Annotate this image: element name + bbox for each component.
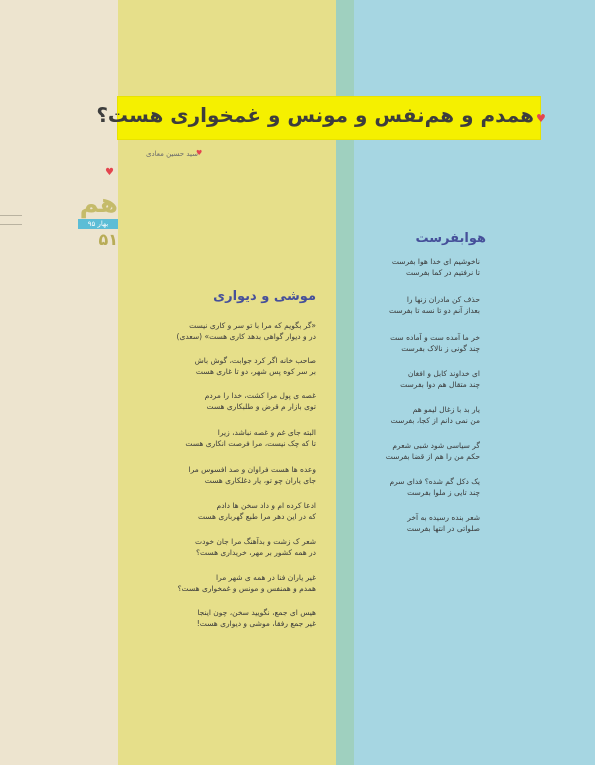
stanza <box>176 500 316 522</box>
stanza <box>176 572 316 594</box>
verse-line: همدم و همنفس و مونس و غمخواری هست؟ <box>177 584 316 593</box>
verse-line: ادعا کرده ام و داد سخن ها دادم <box>216 501 316 510</box>
verse-line: حذف کن مادران زنها را <box>406 295 480 304</box>
verse-line: چند گونی ز نالاک بفرست <box>401 344 480 353</box>
verse-line: خر ما آمده ست و آماده ست <box>390 333 480 342</box>
verse-line: توی بازار م قرض و طلبکاری هست <box>206 402 316 411</box>
heart-icon: ♥ <box>536 112 546 125</box>
verse-line: «گر بگویم که مرا با تو سر و کاری نیست <box>189 321 316 330</box>
page-edge-marks <box>0 215 22 225</box>
verse-line: هیس ای جمع، نگویید سخن، چون اینجا <box>197 608 316 617</box>
verse-line: شعر بنده رسیده به آخر <box>407 513 480 522</box>
stanza <box>380 368 480 390</box>
stanza <box>380 440 480 462</box>
stanza <box>176 464 316 486</box>
stanza <box>176 320 316 342</box>
verse-line: غصه ی پول مرا کشت، خدا را مردم <box>204 391 316 400</box>
stanza <box>380 256 480 278</box>
verse-line: چند تایی ز ملوا بفرست <box>407 488 480 497</box>
issue-number: ۵۱ <box>98 230 118 249</box>
verse-line: غیر جمع رفقا، موشی و دیواری هست! <box>196 619 316 628</box>
heart-icon: ♥ <box>105 167 114 178</box>
verse-line: در و دیوار گواهی بدهد کاری هست» (سعدی) <box>176 332 316 341</box>
verse-line: چند متقال هم دوا بفرست <box>400 380 480 389</box>
verse-line: وعده ها هست فراوان و صد افسوس مرا <box>188 465 316 474</box>
verse-line: تا نرفتیم در کما بفرست <box>405 268 480 277</box>
stanza <box>176 390 316 412</box>
poem-title-havabefrest: هوابفرست <box>415 231 486 246</box>
author-name: سید حسین معادی <box>146 150 198 158</box>
verse-line: حکم من را هم از قضا بفرست <box>385 452 480 461</box>
verse-line: یک دکل گم شده؟ فدای سرم <box>389 477 480 486</box>
verse-line: غیر یاران فنا در همه ی شهر مرا <box>216 573 316 582</box>
poem-title-mushi: موشی و دیواری <box>213 289 316 304</box>
stanza <box>380 476 480 498</box>
verse-line: که در این دهر مرا طبع گهرباری هست <box>197 512 316 521</box>
stanza <box>176 355 316 377</box>
page-title: همدم و هم‌نفس و مونس و غمخواری هست؟ <box>96 103 534 127</box>
stanza <box>380 332 480 354</box>
logo-word: هم <box>79 189 118 219</box>
verse-line: یار بد با زغال لیمو هم <box>412 405 480 414</box>
season-tag: بهار ۹۵ <box>78 219 118 229</box>
verse-line: جای یاران چو تو، یار دغلکاری هست <box>204 476 316 485</box>
stanza <box>380 294 480 316</box>
stanza <box>176 536 316 558</box>
verse-line: البته جای غم و غصه نباشد، زیرا <box>217 428 316 437</box>
verse-line: در همه کشور بر مهر، خریداری هست؟ <box>196 548 316 557</box>
verse-line: صاحب خانه اگر کرد جوابت، گوش باش <box>194 356 316 365</box>
verse-line: بعداز آنم دو تا نسه تا بفرست <box>389 306 480 315</box>
verse-line: من نمی دانم از کجا، بفرست <box>390 416 480 425</box>
magazine-logo <box>62 190 118 250</box>
verse-line: تا که چک نیست، مرا فرصت انکاری هست <box>185 439 316 448</box>
verse-line: صلواتی در انتها بفرست <box>406 524 480 533</box>
stanza <box>176 427 316 449</box>
verse-line: گر سیاسی شود شبی شعرم <box>392 441 480 450</box>
stanza <box>380 512 480 534</box>
stanza <box>380 404 480 426</box>
verse-line: ناخوشیم ای خدا هوا بفرست <box>391 257 480 266</box>
heart-icon: ♥ <box>196 149 203 157</box>
verse-line: شعر ک زشت و بدآهنگ مرا جان خودت <box>195 537 316 546</box>
verse-line: بر سر کوه پس شهر، دو تا غاری هست <box>195 367 316 376</box>
verse-line: ای خداوند کابل و افغان <box>407 369 480 378</box>
stanza <box>176 607 316 629</box>
